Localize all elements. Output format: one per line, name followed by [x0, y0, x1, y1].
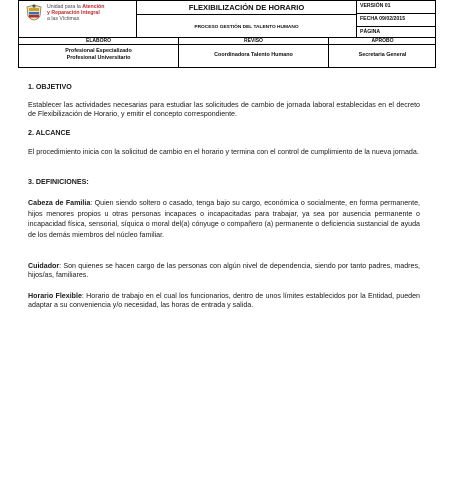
elaboro-cell — [19, 45, 179, 67]
meta-cell — [357, 1, 436, 38]
document-title: FLEXIBILIZACIÓN DE HORARIO — [188, 3, 305, 12]
title-divider — [137, 14, 356, 15]
elaboro-header: ELABORÓ — [19, 38, 179, 45]
reviso-role: Coordinadora Talento Humano — [214, 52, 293, 58]
definition-text: : Quien siendo soltero o casado, tenga bajo su cargo, económica o socialmente, en forma permanente, hijos menores propios u otras personas incapaces o incapacitadas para trabajar, ya sea por ausencia permanente o incapacidad física, sensorial, síquica o moral del(a) cónyuge o compañero (a) permanente o deficiencia sustancial de ayuda de los demás miembros del núcleo familiar. — [28, 199, 420, 240]
title-cell — [137, 1, 357, 38]
alcance-text: El procedimiento inicia con la solicitud de cambio en el horario y termina con el control de cumplimiento de la nueva jornada. — [28, 148, 419, 156]
elaboro-role-1: Profesional Especializado — [65, 48, 132, 54]
definition-term: Cabeza de Familia — [28, 199, 91, 207]
definition-horario-flexible — [28, 292, 420, 310]
logo-text-line1: Unidad para la Atención — [47, 4, 105, 10]
definition-term: Cuidador — [28, 262, 60, 270]
alcance-heading: 2. ALCANCE — [28, 129, 71, 137]
colombia-coat-of-arms-icon — [25, 4, 43, 25]
document-header — [18, 0, 436, 38]
date-label: FECHA 09/02/2015 — [360, 16, 406, 22]
elaboro-role-2: Profesional Universitario — [66, 55, 131, 61]
aprobo-header: APROBÓ — [329, 38, 436, 45]
logo-text-line3: a las Víctimas — [47, 16, 80, 22]
meta-divider — [357, 13, 436, 14]
definition-cabeza-de-familia — [28, 198, 420, 241]
approvals-table — [18, 38, 436, 68]
aprobo-role: Secretaria General — [358, 52, 407, 58]
definition-cuidador — [28, 262, 420, 280]
definition-text: : Son quienes se hacen cargo de las personas con algún nivel de dependencia, siendo por tanto padres, madres, hijos/as, familiares. — [28, 262, 420, 279]
meta-divider — [357, 26, 436, 27]
definiciones-heading: 3. DEFINICIONES: — [28, 178, 89, 186]
aprobo-cell — [329, 45, 436, 67]
reviso-header: REVISÓ — [179, 38, 329, 45]
objetivo-text: Establecer las actividades necesarias para estudiar las solicitudes de cambio de jornada laboral establecidas en el decreto de Flexibilización de Horario, y emitir el concepto correspondiente. — [28, 101, 420, 118]
version-label: VERSIÓN 01 — [360, 3, 391, 9]
logo-cell — [19, 1, 137, 38]
logo-text-line2: y Reparación Integral — [47, 10, 100, 16]
page-label: PÁGINA — [360, 29, 381, 35]
definition-term: Horario Flexible — [28, 292, 82, 300]
definition-text: : Horario de trabajo en el cual los funcionarios, dentro de unos límites establecidos por la Entidad, pueden adaptar a su conveniencia y/o necesidad, las horas de entrada y salida. — [28, 292, 420, 309]
process-name: PROCESO GESTIÓN DEL TALENTO HUMANO — [194, 25, 299, 30]
objetivo-heading: 1. OBJETIVO — [28, 83, 72, 91]
reviso-cell — [179, 45, 329, 67]
